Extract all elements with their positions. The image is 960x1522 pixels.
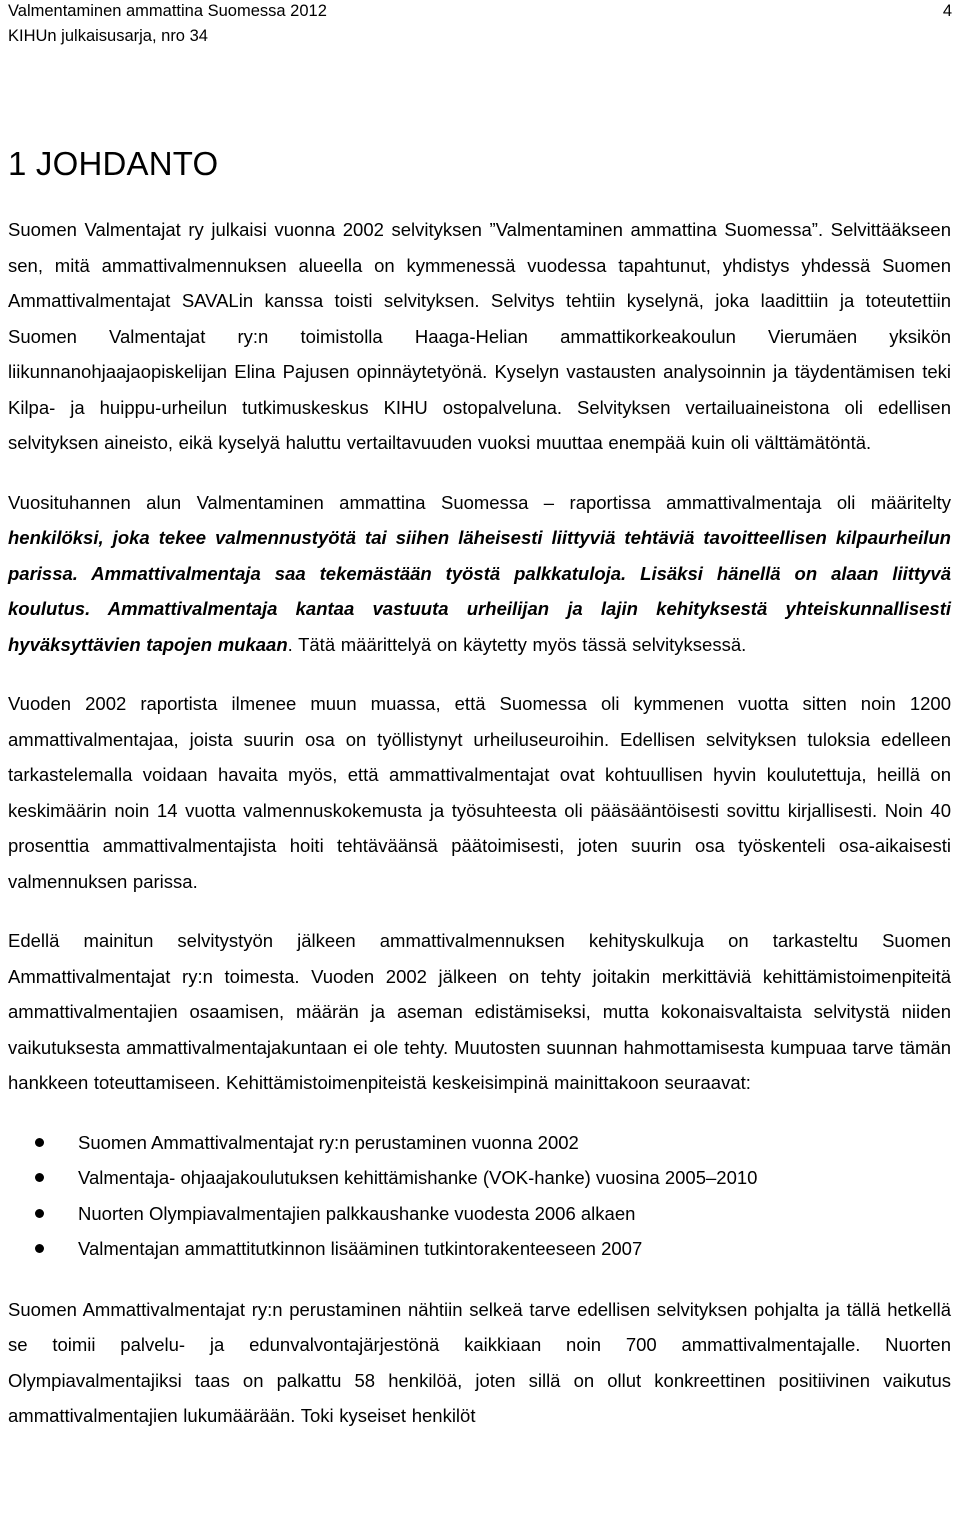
list-item: Nuorten Olympiavalmentajien palkkaushanke vuodesta 2006 alkaen: [8, 1196, 951, 1232]
paragraph-definition: [8, 485, 951, 663]
paragraph-association: Suomen Ammattivalmentajat ry:n perustaminen nähtiin selkeä tarve edellisen selvityksen pohjalta ja tällä hetkellä se toimii palvelu- ja edunvalvontajärjestönä kaikkiaan noin 700 ammattivalmentajalle. Nuorten Olympiavalmentajiksi taas on palkattu 58 henkilöä, joten sillä on ollut konkreettinen positiivinen vaikutus ammattivalmentajien lukumäärään. Toki kyseiset henkilöt: [8, 1298, 951, 1426]
page-number: 4: [942, 2, 952, 20]
bullet-icon: [35, 1138, 44, 1147]
publication-title: Valmentaminen ammattina Suomessa 2012: [8, 2, 327, 20]
series-info: KIHUn julkaisusarja, nro 34: [8, 27, 208, 45]
paragraph-developments: Edellä mainitun selvitystyön jälkeen ammattivalmennuksen kehityskulkuja on tarkasteltu Suomen Ammattivalmentajat ry:n toimesta. Vuoden 2002 jälkeen on tehty joitakin merkittäviä kehittämistoimenpiteitä ammattivalmentajien osaamisen, määrän ja aseman edistämiseksi, mutta kokonaisvaltaista selvitystä niiden vaikutuksesta ammattivalmentajakuntaan ei ole tehty. Muutosten suunnan hahmottamisesta kumpuaa tarve tämän hankkeen toteuttamiseen. Kehittämistoimenpiteistä keskeisimpinä mainittakoon seuraavat:: [8, 930, 951, 1093]
list-item: Suomen Ammattivalmentajat ry:n perustaminen vuonna 2002: [8, 1125, 951, 1161]
paragraph-introduction: Suomen Valmentajat ry julkaisi vuonna 2002 selvityksen ”Valmentaminen ammattina Suomessa”. Selvittääkseen sen, mitä ammattivalmennuksen alueella on kymmenessä vuodessa tapahtunut, yhdistys yhdessä Suomen Ammattivalmentajat SAVALin kanssa toisti selvityksen. Selvitys tehtiin kyselynä, joka laadittiin ja toteutettiin Suomen Valmentajat ry:n toimistolla Haaga-Helian ammattikorkeakoulun Vierumäen yksikön liikunnanohjaajaopiskelijan Elina Pajusen opinnäytetyönä. Kyselyn vastausten analysoinnin ja täydentämisen teki Kilpa- ja huippu-urheilun tutkimuskeskus KIHU ostopalveluna. Selvityksen vertailuaineistona oli edellisen selvityksen aineisto, eikä kyselyä haluttu vertailtavuuden vuoksi muuttaa enempää kuin oli välttämätöntä.: [8, 219, 951, 453]
paragraph-2002-report: Vuoden 2002 raportista ilmenee muun muassa, että Suomessa oli kymmenen vuotta sitten noin 1200 ammattivalmentajaa, joista suurin osa on työllistynyt urheiluseuroihin. Edellisen selvityksen tuloksia edelleen tarkastelemalla voidaan havaita myös, että ammattivalmentajat ovat kohtuullisen hyvin koulutettuja, heillä on keskimäärin noin 14 vuotta valmennuskokemusta ja työsuhteesta oli pääsääntöisesti sovittu kirjallisesti. Noin 40 prosenttia ammattivalmentajista hoiti tehtäväänsä päätoimisesti, joten suurin osa työskenteli osa-aikaisesti valmennuksen parissa.: [8, 693, 951, 892]
list-item: Valmentajan ammattitutkinnon lisääminen tutkintorakenteeseen 2007: [8, 1231, 951, 1267]
bullet-icon: [35, 1173, 44, 1182]
development-list: [8, 1125, 951, 1267]
list-item: Valmentaja- ohjaajakoulutuksen kehittämishanke (VOK-hanke) vuosina 2005–2010: [8, 1160, 951, 1196]
professional-coach-definition: henkilöksi, joka tekee valmennustyötä tai siihen läheisesti liittyviä tehtäviä tavoitteellisen kilpaurheilun parissa. Ammattivalmentaja saa tekemästään työstä palkkatuloja. Lisäksi hänellä on alaan liittyvä koulutus. Ammattivalmentaja kantaa vastuuta urheilijan ja lajin kehityksestä yhteiskunnallisesti hyväksyttävien tapojen mukaan: [8, 527, 951, 655]
body-text: [8, 212, 951, 1458]
chapter-title: 1 JOHDANTO: [8, 145, 219, 182]
definition-tail: . Tätä määrittelyä on käytetty myös tässä selvityksessä.: [287, 633, 747, 655]
running-header: [8, 0, 327, 49]
bullet-icon: [35, 1244, 44, 1253]
definition-lead: Vuosituhannen alun Valmentaminen ammattina Suomessa – raportissa ammattivalmentaja oli määritelty: [8, 491, 951, 513]
bullet-icon: [35, 1209, 44, 1218]
